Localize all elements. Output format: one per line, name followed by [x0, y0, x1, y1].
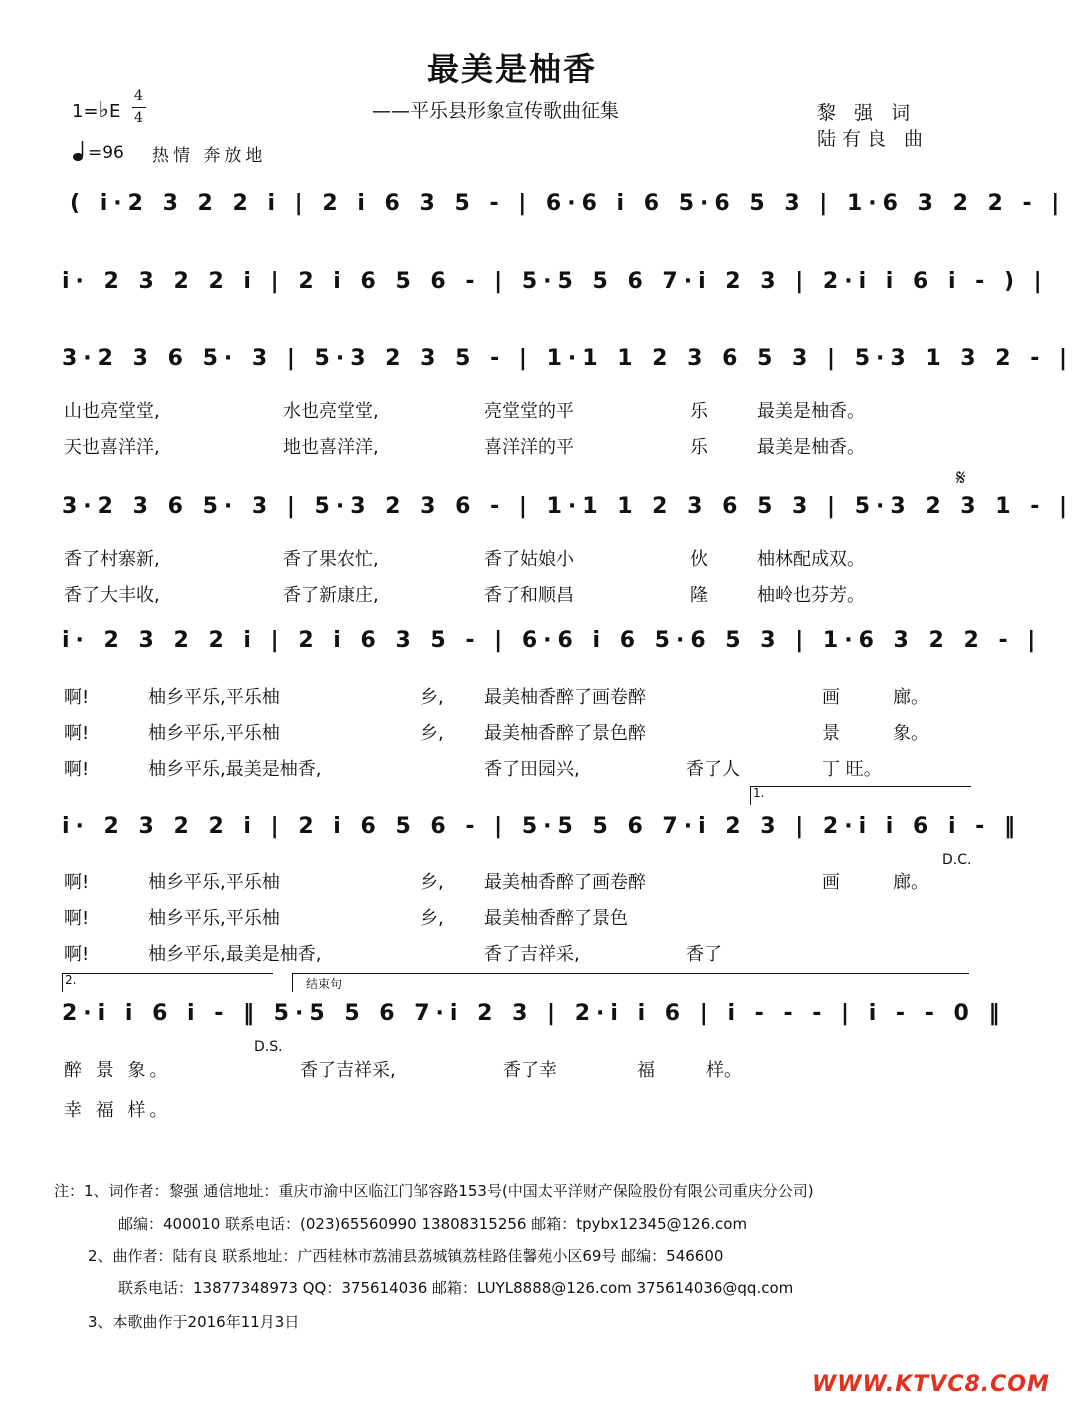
- staff-5-lyrics-3: [0, 755, 1024, 789]
- volta-2-label: 2.: [65, 973, 77, 987]
- song-subtitle: ——平乐县形象宣传歌曲征集: [372, 100, 620, 122]
- staff-6-lyrics-1: [0, 868, 1024, 902]
- segno-icon: 𝄋: [956, 466, 966, 491]
- composer-credit: 陆有良 曲: [817, 128, 930, 150]
- staff-6-notes: i· 2 3 2 2 i | 2 i 6 5 6 - | 5·5 5 6 7·i 2 3 | 2·i i 6 i - ‖: [62, 814, 1021, 839]
- lyric: 乡,: [420, 908, 444, 929]
- staff-2: [0, 263, 1048, 307]
- tempo-marking: [72, 140, 124, 163]
- lyric: 伙: [690, 549, 708, 570]
- lyric: 最美柚香醉了景色醉: [484, 723, 646, 744]
- lyric: 亮堂堂的平: [484, 401, 574, 422]
- lyric: 醉 景 象。: [64, 1060, 172, 1081]
- flat-sign: ♭: [98, 98, 109, 123]
- note-line-4: 联系电话：13877348973 QQ：375614036 邮箱：LUYL8888@126.com 375614036@qq.com: [118, 1279, 794, 1297]
- staff-5-lyrics-1: [0, 683, 1024, 717]
- lyric: 喜洋洋的平: [484, 437, 574, 458]
- lyric: 香了大丰收,: [64, 585, 160, 606]
- key-prefix: 1=: [72, 101, 99, 122]
- lyric: 柚乡平乐,最美是柚香,: [148, 944, 322, 965]
- lyric: 香了幸: [503, 1060, 557, 1081]
- song-title: 最美是柚香: [426, 50, 597, 88]
- staff-4-notes: 3·2 3 6 5· 3 | 5·3 2 3 6 - | 1·1 1 2 3 6 5 3 | 5·3 2 3 1 - |: [62, 494, 1073, 519]
- lyric: 啊!: [64, 944, 90, 965]
- lyric: 柚林配成双。: [757, 549, 865, 570]
- coda-bracket: [292, 973, 969, 992]
- lyric: 景: [822, 723, 840, 744]
- lyric: 香了新康庄,: [283, 585, 379, 606]
- staff-3: [0, 340, 1073, 384]
- time-signature-top: 4: [134, 88, 143, 104]
- lyric: 天也喜洋洋,: [64, 437, 160, 458]
- lyric: 啊!: [64, 759, 90, 780]
- lyric: 乐: [690, 401, 708, 422]
- dc-mark: D.C.: [942, 852, 972, 868]
- lyric: 柚乡平乐,最美是柚香,: [148, 759, 322, 780]
- expression-marking: 热情 奔放地: [152, 146, 267, 166]
- staff-3-lyrics-2: [0, 433, 1024, 467]
- staff-7-notes: 2·i i 6 i - ‖ 5·5 5 6 7·i 2 3 | 2·i i 6 | i - - - | i - - 0 ‖: [62, 1001, 1006, 1026]
- lyric: 山也亮堂堂,: [64, 401, 160, 422]
- lyric: 柚乡平乐,平乐柚: [148, 687, 280, 708]
- lyric: 丁 旺。: [822, 759, 882, 780]
- lyric: 乡,: [420, 723, 444, 744]
- lyric: 地也喜洋洋,: [283, 437, 379, 458]
- lyric: 最美是柚香。: [757, 401, 865, 422]
- staff-5-lyrics-2: [0, 719, 1024, 753]
- lyric: 香了田园兴,: [484, 759, 580, 780]
- staff-7: [0, 973, 1024, 1055]
- lyric: 最美柚香醉了画卷醉: [484, 687, 646, 708]
- staff-6-lyrics-3: [0, 940, 1024, 974]
- lyric: 乐: [690, 437, 708, 458]
- lyric: 香了村寨新,: [64, 549, 160, 570]
- lyric: 香了姑娘小: [484, 549, 574, 570]
- lyric: 最美柚香醉了画卷醉: [484, 872, 646, 893]
- lyric: 象。: [893, 723, 929, 744]
- staff-6: [0, 786, 1024, 868]
- staff-2-notes: i· 2 3 2 2 i | 2 i 6 5 6 - | 5·5 5 6 7·i 2 3 | 2·i i 6 i - ) |: [62, 269, 1048, 294]
- note-line-5: 3、本歌曲作于2016年11月3日: [88, 1313, 300, 1331]
- lyric: 画: [822, 687, 840, 708]
- quarter-note-icon: [72, 140, 88, 162]
- lyric: 乡,: [420, 872, 444, 893]
- staff-1-notes: ( i·2 3 2 2 i | 2 i 6 3 5 - | 6·6 i 6 5·6 5 3 | 1·6 3 2 2 - |: [70, 191, 1066, 216]
- key-signature: [72, 98, 120, 123]
- lyric: 香了和顺昌: [484, 585, 574, 606]
- note-line-2: 邮编：400010 联系电话：(023)65560990 13808315256 邮箱：tpybx12345@126.com: [118, 1215, 748, 1233]
- staff-3-lyrics-1: [0, 397, 1024, 431]
- site-watermark: WWW.KTVC8.COM: [812, 1372, 1050, 1397]
- volta-2-bracket: [62, 973, 273, 992]
- lyric: 最美是柚香。: [757, 437, 865, 458]
- time-signature-line: [132, 107, 146, 108]
- lyric: 柚岭也芬芳。: [757, 585, 865, 606]
- note-line-1: 注：1、词作者：黎强 通信地址：重庆市渝中区临江门邹容路153号(中国太平洋财产保险股份有限公司重庆分公司): [54, 1182, 814, 1200]
- lyric: 乡,: [420, 687, 444, 708]
- lyric: 廊。: [893, 872, 929, 893]
- staff-4-lyrics-1: [0, 545, 1024, 579]
- note-line-3: 2、曲作者：陆有良 联系地址：广西桂林市荔浦县荔城镇荔桂路佳馨苑小区69号 邮编：546600: [88, 1247, 724, 1265]
- lyric: 柚乡平乐,平乐柚: [148, 723, 280, 744]
- lyric: 福: [637, 1060, 655, 1081]
- lyric: 廊。: [893, 687, 929, 708]
- staff-5-notes: i· 2 3 2 2 i | 2 i 6 3 5 - | 6·6 i 6 5·6 5 3 | 1·6 3 2 2 - |: [62, 628, 1042, 653]
- volta-1-label: 1.: [753, 786, 765, 800]
- lyric: 柚乡平乐,平乐柚: [148, 908, 280, 929]
- staff-1: [0, 185, 1066, 229]
- lyric: 香了人: [686, 759, 740, 780]
- lyric: 香了吉祥采,: [300, 1060, 396, 1081]
- lyric: 最美柚香醉了景色: [484, 908, 628, 929]
- lyric: 隆: [690, 585, 708, 606]
- volta-1-bracket: [750, 786, 971, 805]
- staff-4: [0, 466, 1073, 532]
- key-note: E: [108, 101, 121, 122]
- tempo-value: =96: [88, 143, 124, 163]
- time-signature-bottom: 4: [134, 110, 143, 126]
- lyric: 啊!: [64, 872, 90, 893]
- lyric: 香了吉祥采,: [484, 944, 580, 965]
- lyric: 水也亮堂堂,: [283, 401, 379, 422]
- staff-5: [0, 622, 1042, 666]
- ending-label: 结束句: [306, 977, 343, 991]
- lyric: 啊!: [64, 723, 90, 744]
- lyric: 香了: [686, 944, 722, 965]
- lyricist-credit: 黎 强 词: [817, 102, 917, 124]
- lyric: 柚乡平乐,平乐柚: [148, 872, 280, 893]
- staff-7-lyrics-1: [0, 1056, 1024, 1090]
- lyric: 啊!: [64, 908, 90, 929]
- ds-mark: D.S.: [254, 1039, 283, 1055]
- lyric: 画: [822, 872, 840, 893]
- lyric: 香了果农忙,: [283, 549, 379, 570]
- lyric: 啊!: [64, 687, 90, 708]
- staff-3-notes: 3·2 3 6 5· 3 | 5·3 2 3 5 - | 1·1 1 2 3 6 5 3 | 5·3 1 3 2 - |: [62, 346, 1073, 371]
- lyric: 样。: [706, 1060, 742, 1081]
- lyric: 幸 福 样。: [64, 1100, 172, 1121]
- staff-7-lyrics-2: [0, 1096, 1024, 1130]
- staff-6-lyrics-2: [0, 904, 1024, 938]
- staff-4-lyrics-2: [0, 581, 1024, 615]
